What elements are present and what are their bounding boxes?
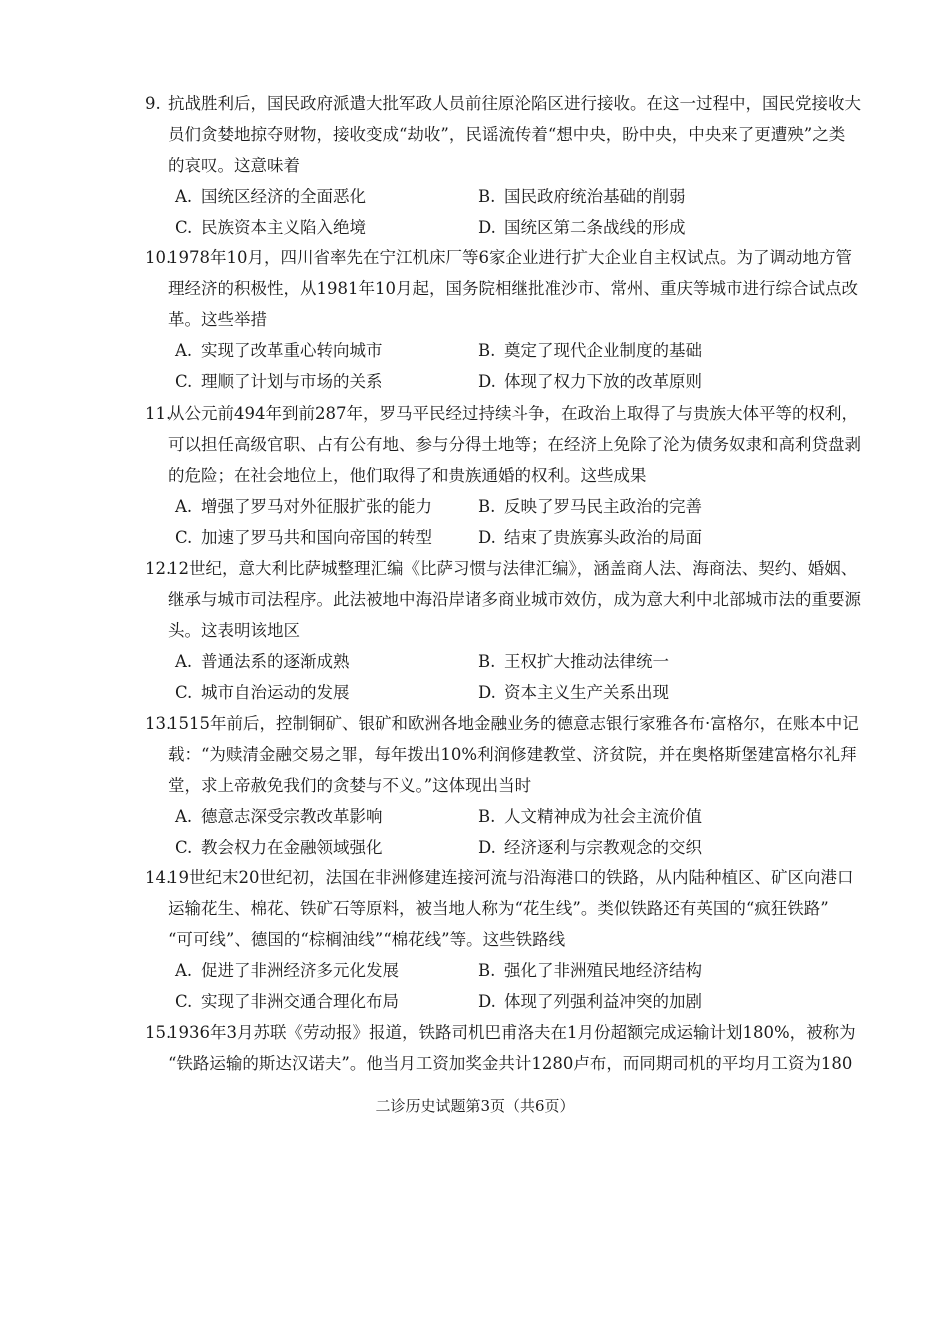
question-stem-text: 的哀叹。这意味着: [168, 156, 300, 175]
question-stem-line: [145, 460, 810, 491]
option-text: 城市自治运动的发展: [201, 683, 350, 702]
option-letter: C.: [175, 218, 193, 237]
option-letter: A.: [175, 341, 193, 360]
option-letter: A.: [175, 961, 193, 980]
question-stem-line: [145, 242, 852, 273]
question-stem-line: [145, 739, 857, 770]
option-text: 王权扩大推动法律统一: [504, 652, 669, 671]
option-b: [478, 801, 702, 832]
option-letter: D.: [478, 992, 496, 1011]
option-text: 加速了罗马共和国向帝国的转型: [201, 528, 432, 547]
option-a: [175, 801, 383, 832]
option-text: 理顺了计划与市场的关系: [201, 372, 383, 391]
question-stem-line: [145, 615, 810, 646]
page-footer: 二诊历史试题第3页（共6页）: [375, 1097, 575, 1115]
option-row: [145, 491, 810, 522]
option-letter: B.: [478, 187, 496, 206]
question-stem-line: [145, 1048, 853, 1079]
question-stem-line: [145, 273, 858, 304]
question-stem-text: 从公元前494年到前287年，罗马平民经过持续斗争，在政治上取得了与贵族大体平等的权利，: [168, 404, 858, 423]
question-stem-text: 员们贪婪地掠夺财物，接收变成“劫收”，民谣流传着“想中央，盼中央，中央来了更遭殃”之类: [168, 125, 846, 144]
question-stem-text: 的危险；在社会地位上，他们取得了和贵族通婚的权利。这些成果: [168, 466, 647, 485]
option-letter: C.: [175, 372, 193, 391]
question-stem-text: 运输花生、棉花、铁矿石等原料，被当地人称为“花生线”。类似铁路还有英国的“疯狂铁路”: [168, 899, 829, 918]
question-stem-text: 载：“为赎清金融交易之罪，每年拨出10%利润修建教堂、济贫院，并在奥格斯堡建富格尔礼拜: [168, 745, 857, 764]
question-stem-text: 抗战胜利后，国民政府派遣大批军政人员前往原沦陷区进行接收。在这一过程中，国民党接收大: [168, 94, 861, 113]
question-stem-line: [145, 862, 854, 893]
option-d: [478, 522, 702, 553]
option-c: [175, 522, 432, 553]
question-stem-text: 可以担任高级官职、占有公有地、参与分得土地等；在经济上免除了沦为债务奴隶和高利贷盘剥: [168, 435, 861, 454]
question-stem-text: 革。这些举措: [168, 310, 267, 329]
question-stem-text: “可可线”、德国的“棕榈油线”“棉花线”等。这些铁路线: [168, 930, 566, 949]
question-number: 12.: [145, 559, 172, 578]
question-12: [145, 553, 861, 708]
option-row: [145, 986, 810, 1017]
question-9: [145, 88, 861, 243]
question-stem-text: 1515年前后，控制铜矿、银矿和欧洲各地金融业务的德意志银行家雅各布·富格尔，在账本中记: [168, 714, 859, 733]
question-number: 13.: [145, 714, 172, 733]
question-stem-text: 19世纪末20世纪初，法国在非洲修建连接河流与沿海港口的铁路，从内陆种植区、矿区向港口: [168, 868, 854, 887]
question-10: [145, 242, 858, 397]
option-letter: C.: [175, 838, 193, 857]
option-text: 体现了权力下放的改革原则: [504, 372, 702, 391]
question-stem-text: 1936年3月苏联《劳动报》报道，铁路司机巴甫洛夫在1月份超额完成运输计划180%，被称为: [168, 1023, 856, 1042]
question-stem-text: 12世纪，意大利比萨城整理汇编《比萨习惯与法律汇编》，涵盖商人法、海商法、契约、婚姻、: [168, 559, 858, 578]
option-letter: C.: [175, 683, 193, 702]
option-text: 实现了非洲交通合理化布局: [201, 992, 399, 1011]
option-b: [478, 181, 686, 212]
option-text: 资本主义生产关系出现: [504, 683, 669, 702]
option-letter: B.: [478, 807, 496, 826]
option-b: [478, 646, 669, 677]
option-b: [478, 955, 702, 986]
question-stem-line: [145, 1017, 856, 1048]
option-text: 德意志深受宗教改革影响: [201, 807, 383, 826]
option-d: [478, 366, 702, 397]
option-letter: C.: [175, 528, 193, 547]
option-letter: C.: [175, 992, 193, 1011]
question-stem-text: 继承与城市司法程序。此法被地中海沿岸诸多商业城市效仿，成为意大利中北部城市法的重要源: [168, 590, 861, 609]
option-row: [145, 212, 810, 243]
option-text: 民族资本主义陷入绝境: [201, 218, 366, 237]
option-letter: A.: [175, 652, 193, 671]
option-letter: D.: [478, 683, 496, 702]
option-row: [145, 832, 810, 863]
option-d: [478, 212, 686, 243]
option-text: 普通法系的逐渐成熟: [201, 652, 350, 671]
option-row: [145, 955, 810, 986]
option-c: [175, 986, 399, 1017]
option-text: 体现了列强利益冲突的加剧: [504, 992, 702, 1011]
option-row: [145, 677, 810, 708]
option-d: [478, 677, 669, 708]
option-b: [478, 335, 702, 366]
question-number: 11.: [145, 404, 172, 423]
question-stem-text: “铁路运输的斯达汉诺夫”。他当月工资加奖金共计1280卢布，而同期司机的平均月工资为180: [168, 1054, 853, 1073]
question-stem-text: 堂，求上帝赦免我们的贪婪与不义。”这体现出当时: [168, 776, 532, 795]
option-text: 国统区第二条战线的形成: [504, 218, 686, 237]
option-letter: D.: [478, 838, 496, 857]
question-stem-line: [145, 398, 858, 429]
option-c: [175, 366, 383, 397]
option-row: [145, 181, 810, 212]
option-a: [175, 181, 366, 212]
option-d: [478, 832, 702, 863]
option-text: 促进了非洲经济多元化发展: [201, 961, 399, 980]
option-a: [175, 955, 399, 986]
question-number: 9.: [145, 94, 161, 113]
question-stem-line: [145, 119, 846, 150]
question-stem-line: [145, 584, 861, 615]
question-13: [145, 708, 859, 863]
option-text: 奠定了现代企业制度的基础: [504, 341, 702, 360]
question-stem-line: [145, 893, 829, 924]
option-text: 经济逐利与宗教观念的交织: [504, 838, 702, 857]
question-stem-line: [145, 304, 810, 335]
question-stem-line: [145, 924, 810, 955]
question-stem-line: [145, 708, 859, 739]
option-letter: D.: [478, 528, 496, 547]
option-text: 增强了罗马对外征服扩张的能力: [201, 497, 432, 516]
option-letter: B.: [478, 961, 496, 980]
question-stem-line: [145, 553, 858, 584]
question-number: 10.: [145, 248, 172, 267]
option-letter: B.: [478, 652, 496, 671]
option-c: [175, 832, 383, 863]
option-text: 人文精神成为社会主流价值: [504, 807, 702, 826]
question-stem-line: [145, 770, 810, 801]
option-row: [145, 801, 810, 832]
question-stem-text: 理经济的积极性，从1981年10月起，国务院相继批准沙市、常州、重庆等城市进行综合试点改: [168, 279, 858, 298]
option-letter: D.: [478, 372, 496, 391]
question-number: 15.: [145, 1023, 172, 1042]
option-c: [175, 677, 350, 708]
option-row: [145, 522, 810, 553]
question-14: [145, 862, 854, 1017]
option-row: [145, 335, 810, 366]
question-stem-line: [145, 88, 861, 119]
option-c: [175, 212, 366, 243]
question-stem-text: 1978年10月，四川省率先在宁江机床厂等6家企业进行扩大企业自主权试点。为了调动地方管: [168, 248, 852, 267]
question-stem-line: [145, 429, 861, 460]
option-row: [145, 366, 810, 397]
option-d: [478, 986, 702, 1017]
question-stem-line: [145, 150, 810, 181]
option-b: [478, 491, 702, 522]
option-letter: D.: [478, 218, 496, 237]
option-letter: A.: [175, 187, 193, 206]
question-15: [145, 1017, 856, 1079]
question-number: 14.: [145, 868, 172, 887]
option-letter: A.: [175, 807, 193, 826]
option-letter: B.: [478, 497, 496, 516]
option-letter: B.: [478, 341, 496, 360]
question-11: [145, 398, 861, 553]
option-text: 教会权力在金融领域强化: [201, 838, 383, 857]
option-a: [175, 491, 432, 522]
option-a: [175, 335, 383, 366]
option-text: 国民政府统治基础的削弱: [504, 187, 686, 206]
question-stem-text: 头。这表明该地区: [168, 621, 300, 640]
option-letter: A.: [175, 497, 193, 516]
option-text: 实现了改革重心转向城市: [201, 341, 383, 360]
option-a: [175, 646, 350, 677]
option-text: 国统区经济的全面恶化: [201, 187, 366, 206]
option-text: 强化了非洲殖民地经济结构: [504, 961, 702, 980]
option-text: 结束了贵族寡头政治的局面: [504, 528, 702, 547]
option-text: 反映了罗马民主政治的完善: [504, 497, 702, 516]
option-row: [145, 646, 810, 677]
